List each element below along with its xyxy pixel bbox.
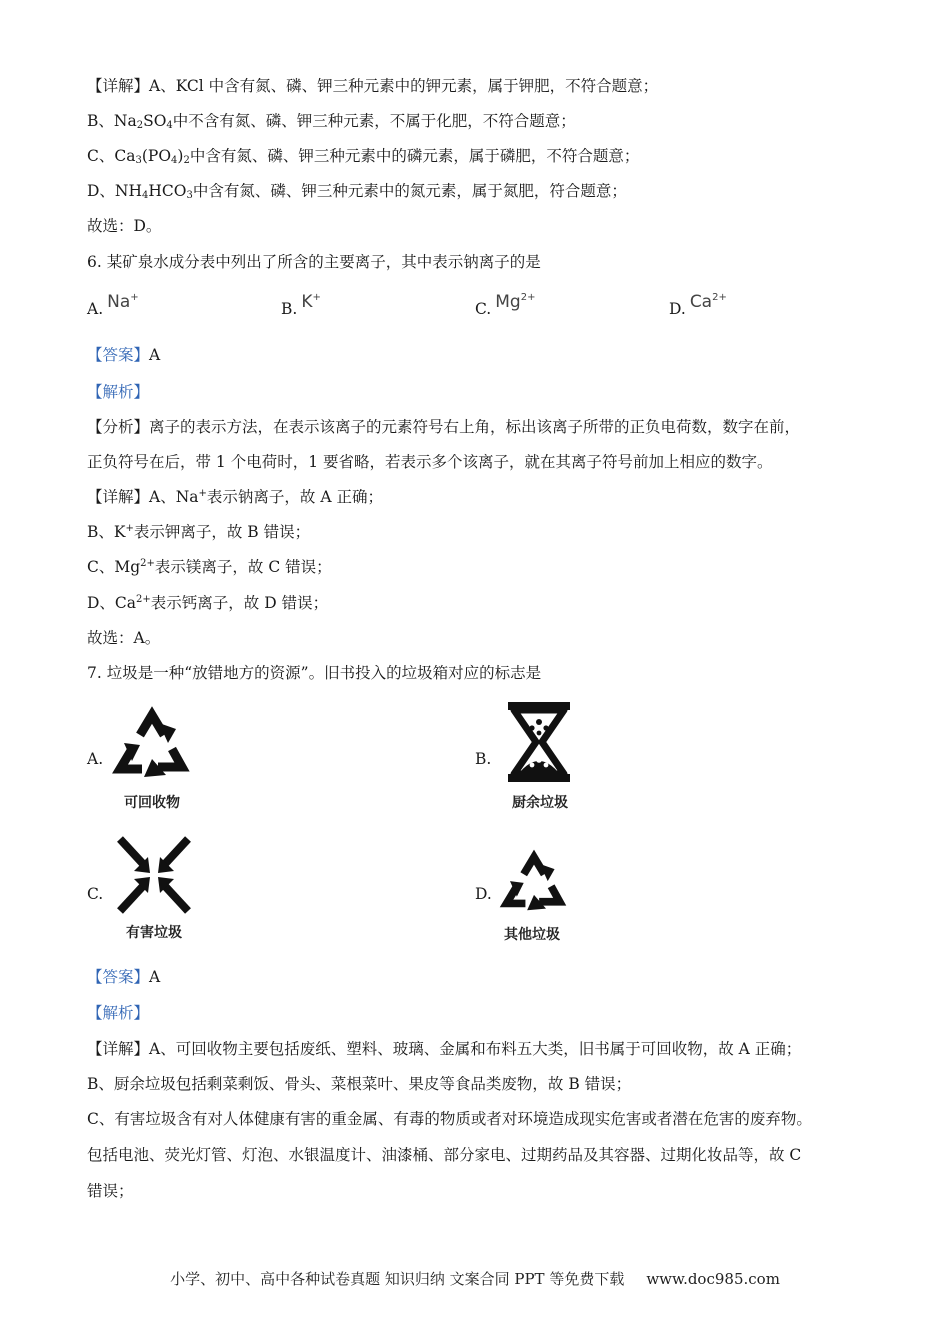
q6-detail-d: D、$Ca^{2+}$表示钙离子，故 D 错误；	[87, 594, 329, 612]
q7-option-a-letter: A.	[87, 750, 104, 768]
page-footer	[0, 1268, 950, 1289]
q5-detail-a: 【详解】A、KCl 中含有氮、磷、钾三种元素中的钾元素，属于钾肥，不符合题意；	[87, 77, 659, 95]
q7-option-a-caption: 可回收物	[124, 795, 180, 811]
q5-detail-d: D、$NH_4HCO_3$中含有氮、磷、钾三种元素中的氮元素，属于氮肥，符合题意；	[87, 182, 627, 201]
q7-analysis-tag: 【解析】	[87, 1004, 150, 1022]
q6-analysis-2: 正负符号在后，带 1 个电荷时，1 要省略，若表示多个该离子，就在其离子符号前加上相应的数字。	[87, 453, 773, 471]
recycle-icon	[110, 705, 194, 783]
q7-answer: 【答案】A	[87, 968, 161, 986]
q7-option-d-caption: 其他垃圾	[504, 927, 560, 943]
q7-stem: 7. 垃圾是一种“放错地方的资源”。旧书投入的垃圾箱对应的标志是	[87, 664, 542, 682]
q7-option-d-letter: D.	[475, 885, 492, 903]
q6-option-b: B. K+	[281, 292, 321, 318]
footer-text: 小学、初中、高中各种试卷真题 知识归纳 文案合同 PPT 等免费下载	[170, 1270, 625, 1288]
q6-detail-c: C、$Mg^{2+}$表示镁离子，故 C 错误；	[87, 558, 332, 576]
q5-conclusion: 故选：D。	[87, 217, 162, 235]
q6-detail-a: 【详解】A、Na+表示钠离子，故 A 正确；	[87, 488, 383, 506]
q6-analysis-tag: 【解析】	[87, 383, 150, 401]
other-waste-icon	[498, 848, 570, 916]
q6-analysis-1: 【分析】离子的表示方法，在表示该离子的元素符号右上角，标出该离子所带的正负电荷数，数字在前，	[87, 418, 801, 436]
q6-option-d: D. $Ca^{2+}$	[669, 292, 727, 318]
q5-detail-b: B、$Na_2SO_4$中不含有氮、磷、钾三种元素，不属于化肥，不符合题意；	[87, 112, 576, 131]
q7-detail-a: 【详解】A、可回收物主要包括废纸、塑料、玻璃、金属和布料五大类，旧书属于可回收物，故 A 正确；	[87, 1040, 802, 1058]
hazardous-waste-icon	[114, 833, 194, 917]
footer-url[interactable]: www.doc985.com	[646, 1270, 780, 1288]
q6-conclusion: 故选：A。	[87, 629, 161, 647]
q6-option-a: A. Na+	[87, 292, 139, 318]
q5-detail-c: C、$Ca_3(PO_4)_2$中含有氮、磷、钾三种元素中的磷元素，属于磷肥，不符合题意；	[87, 147, 640, 166]
q7-detail-c1: C、有害垃圾含有对人体健康有害的重金属、有毒的物质或者对环境造成现实危害或者潜在危害的废弃物。	[87, 1110, 812, 1128]
q6-detail-b: B、K+表示钾离子，故 B 错误；	[87, 523, 311, 541]
q7-option-b-letter: B.	[475, 750, 492, 768]
q7-detail-b: B、厨余垃圾包括剩菜剩饭、骨头、菜根菜叶、果皮等食品类废物，故 B 错误；	[87, 1075, 632, 1093]
q7-option-c-letter: C.	[87, 885, 104, 903]
q6-answer: 【答案】A	[87, 346, 161, 364]
q7-detail-c2: 包括电池、荧光灯管、灯泡、水银温度计、油漆桶、部分家电、过期药品及其容器、过期化妆品等，故 C	[87, 1146, 802, 1164]
q7-detail-c3: 错误；	[87, 1182, 134, 1200]
q7-option-b-caption: 厨余垃圾	[512, 795, 568, 811]
kitchen-waste-icon	[504, 700, 574, 784]
q6-stem: 6. 某矿泉水成分表中列出了所含的主要离子，其中表示钠离子的是	[87, 253, 541, 271]
q7-option-c-caption: 有害垃圾	[126, 925, 182, 941]
q6-option-c: C. $Mg^{2+}$	[475, 292, 536, 318]
